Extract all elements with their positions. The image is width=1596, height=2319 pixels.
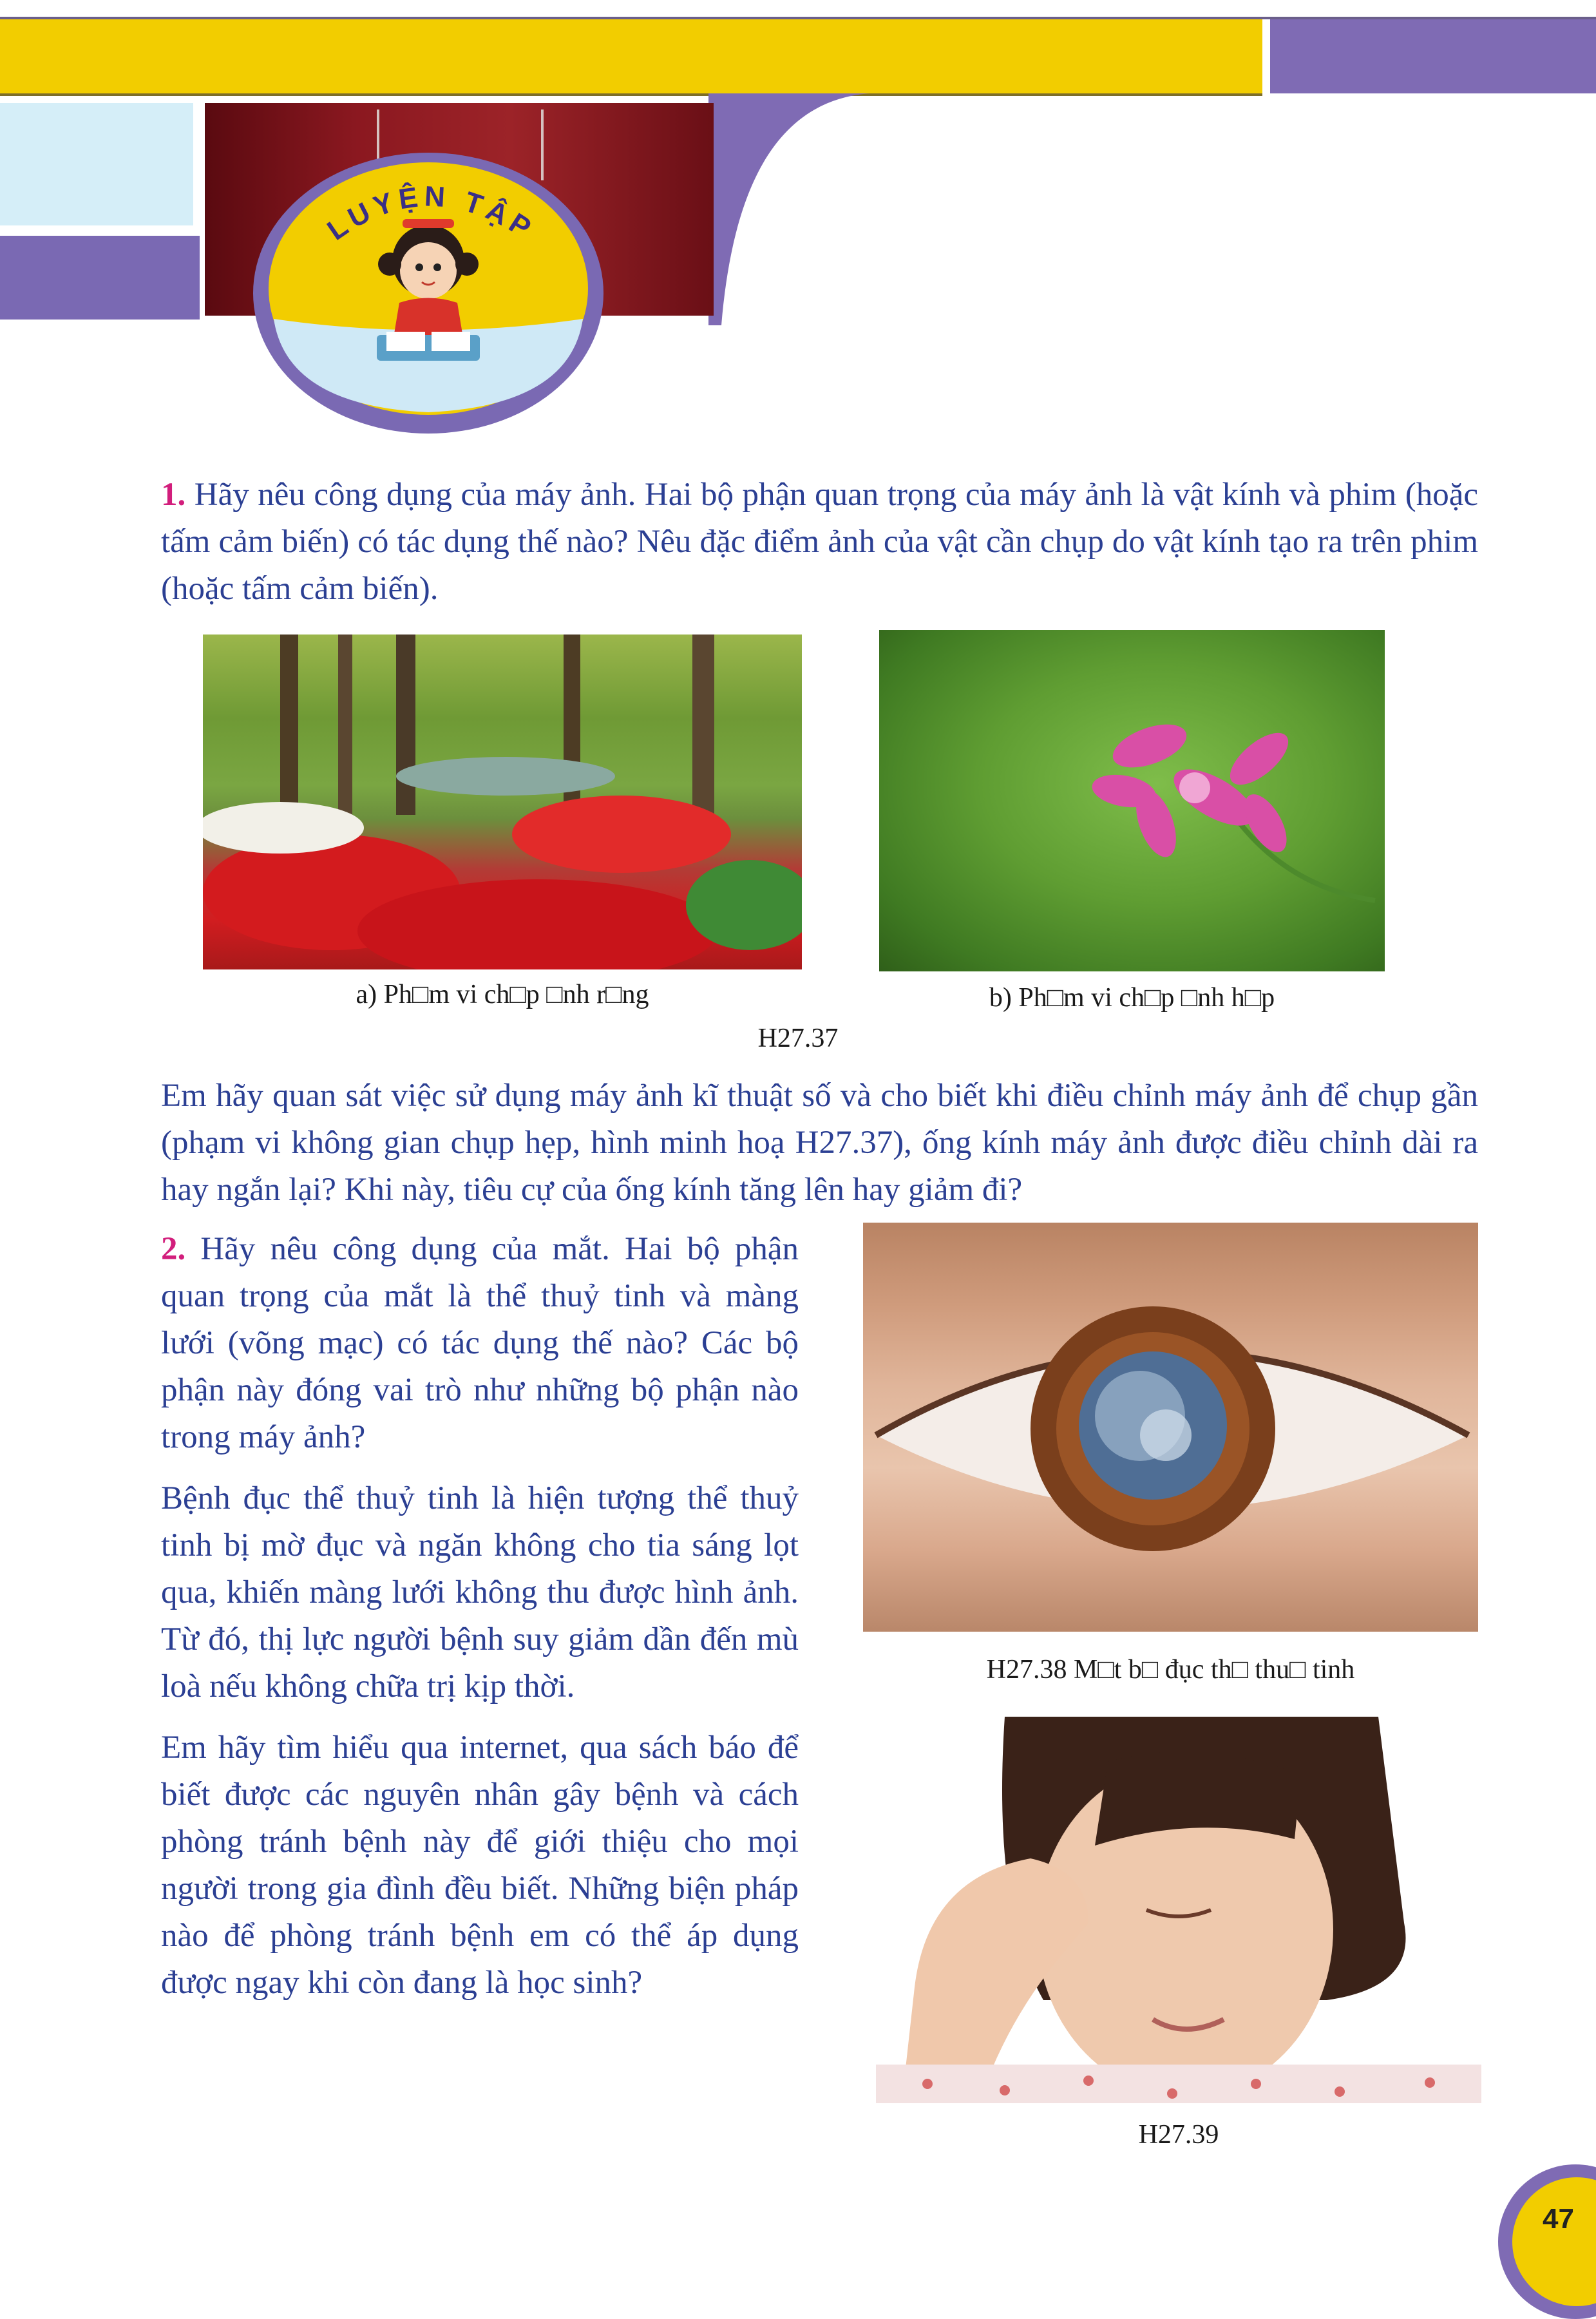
question-1-text: Hãy nêu công dụng của máy ảnh. Hai bộ phận quan trọng của máy ảnh là vật kính và phim (hoặc tấm cảm biến) có tác dụng thế nào? Nêu đặc điểm ảnh của vật cần chụp do vật kính tạo ra trên phim (hoặc tấm cảm biến).: [161, 477, 1479, 607]
header-blue-panel: [0, 103, 193, 225]
header-purple-bar: [1270, 19, 1596, 93]
figure-27-39-caption: H27.39: [1138, 2120, 1219, 2150]
figure-27-38-caption: H27.38 M□t b□ đục th□ thu□ tinh: [986, 1655, 1355, 1684]
question-2: [161, 1226, 799, 1461]
question-1: [161, 472, 1478, 613]
question-2-number: 2.: [161, 1231, 186, 1267]
figure-27-37a-photo: [203, 635, 802, 969]
figure-27-37-label: H27.37: [757, 1024, 839, 1053]
question-2-text: Hãy nêu công dụng của mắt. Hai bộ phận quan trọng của mắt là thể thuỷ tinh và màng lưới (võng mạc) có tác dụng thế nào? Các bộ phận này đóng vai trò như những bộ phận nào trong máy ảnh?: [161, 1231, 799, 1455]
forest-garden-image: [203, 635, 802, 969]
figure-27-37b-caption: b) Ph□m vi ch□p □nh h□p: [989, 983, 1275, 1013]
luyen-tap-badge: [248, 148, 609, 438]
header-curve-decoration: [708, 93, 869, 325]
figure-27-37b-photo: [879, 630, 1385, 971]
header-bar-gap: [1262, 19, 1270, 96]
cataract-paragraph: Bệnh đục thể thuỷ tinh là hiện tượng thể thuỷ tinh bị mờ đục và ngăn không cho tia sáng lọt qua, khiến màng lưới không thu được hình ảnh. Từ đó, thị lực người bệnh suy giảm dần đến mù loà nếu không chữa trị kịp thời.: [161, 1480, 799, 1704]
cataract-eye-image: [863, 1223, 1478, 1632]
page-number: 47: [1543, 2203, 1574, 2235]
badge-title: LUYỆN TẬP: [321, 180, 541, 247]
figure-27-38-photo: [863, 1223, 1478, 1632]
woman-rubbing-eye-image: [876, 1717, 1481, 2103]
figure-27-39-photo: [876, 1717, 1481, 2103]
header-panel-divider: [0, 225, 200, 234]
question-1-number: 1.: [161, 477, 186, 513]
header-purple-panel: [0, 236, 200, 320]
header-yellow-bar: [0, 19, 1262, 96]
figure-27-37a-caption: a) Ph□m vi ch□p □nh r□ng: [356, 980, 649, 1009]
question-1-followup: Em hãy quan sát việc sử dụng máy ảnh kĩ thuật số và cho biết khi điều chỉnh máy ảnh để chụp gần (phạm vi không gian chụp hẹp, hình minh hoạ H27.37), ống kính máy ảnh được điều chỉnh dài ra hay ngắn lại? Khi này, tiêu cự của ống kính tăng lên hay giảm đi?: [161, 1078, 1478, 1208]
research-paragraph: Em hãy tìm hiểu qua internet, qua sách báo để biết được các nguyên nhân gây bệnh và cách phòng tránh bệnh này để giới thiệu cho mọi người trong gia đình đều biết. Những biện pháp nào để phòng tránh bệnh em có thể áp dụng được ngay khi còn đang là học sinh?: [161, 1730, 799, 2001]
pink-flower-image: [879, 630, 1385, 971]
